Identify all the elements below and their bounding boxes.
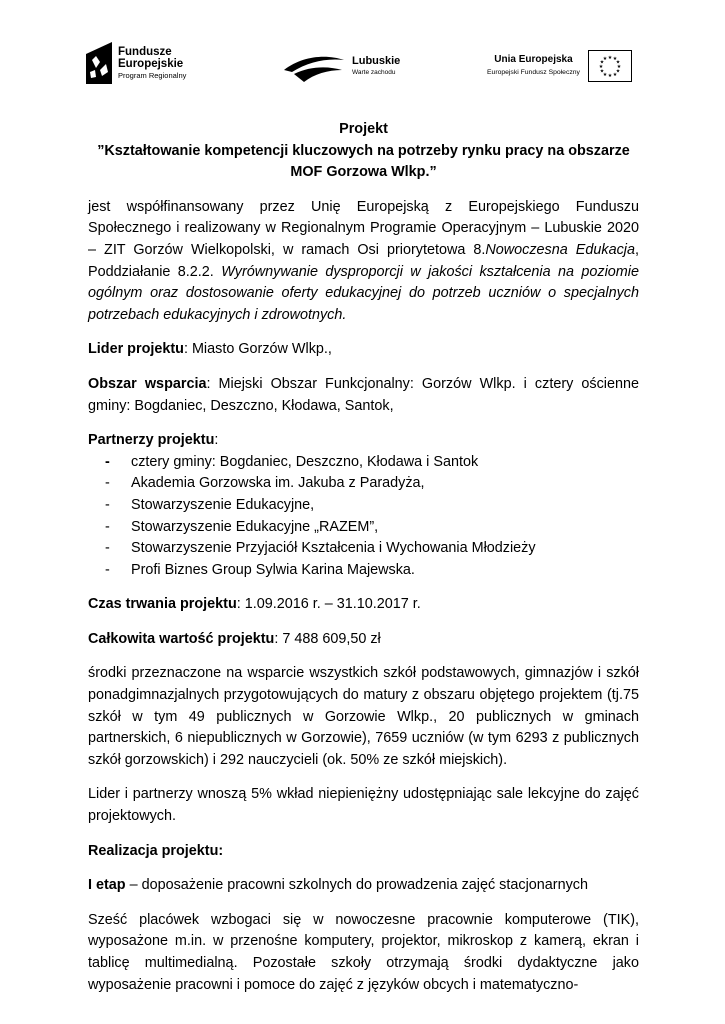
intro-paragraph: jest współfinansowany przez Unię Europejską z Europejskiego Funduszu Społecznego i realizowany w Regionalnym Programie Operacyjnym – Lubuskie 2020 – ZIT Gorzów Wielkopolski, w ramach Osi priorytetowa 8.Nowoczesna Edukacja, Poddziałanie 8.2.2. Wyrównywanie dysproporcji w jakości kształcenia na poziomie ogólnym oraz dostosowanie oferty edukacyjnej do potrzeb uczniów o specjalnych potrzebach edukacyjnych i zdrowotnych. [88,198,639,323]
svg-text:★: ★ [615,68,621,75]
partners-list [88,452,639,582]
area-line: Obszar wsparcia: Miejski Obszar Funkcjonalny: Gorzów Wlkp. i cztery ościenne gminy: Bogdaniec, Deszczno, Kłodawa, Santok, [88,375,639,414]
stage1-line: I etap – doposażenie pracowni szkolnych do prowadzenia zajęć stacjonarnych [88,877,588,894]
duration-line: Czas trwania projektu: 1.09.2016 r. – 31.10.2017 r. [88,596,421,613]
lubuskie-logo-line2: Warte zachodu [352,69,396,76]
lubuskie-logo-line1: Lubuskie [352,55,401,67]
lubuskie-swoosh-icon [282,50,346,84]
unia-europejska-logo [487,50,632,82]
leader-line: Lider projektu: Miasto Gorzów Wlkp., [88,341,332,358]
funds-paragraph: środki przeznaczone na wsparcie wszystkich szkół podstawowych, gimnazjów i szkół ponadgimnazjalnych przygotowujących do matury z obszaru objętego projektem (tj.75 szkół w tym 49 publicznych w Gorzowie Wlkp., 20 publicznych w gminach partnerskich, 6 niepublicznych w Gorzowie), 7659 uczniów (w tym 6293 z publicznych szkół gorzowskich) i 292 nauczycieli (ok. 50% ze szkół miejskich). [88,665,639,768]
value-line: Całkowita wartość projektu: 7 488 609,50 zł [88,630,381,647]
heading-projekt: Projekt [339,121,388,137]
list-item: - Stowarzyszenie Przyjaciół Kształcenia i Wychowania Młodzieży [105,540,536,557]
list-item: - Stowarzyszenie Edukacyjne „RAZEM”, [105,518,379,535]
ue-logo-line2: Europejski Fundusz Społeczny [487,69,580,76]
svg-text:★: ★ [616,64,622,70]
logo-header [0,40,725,90]
svg-text:★: ★ [607,73,613,79]
ue-logo-line1: Unia Europejska [494,54,573,65]
fundusze-europejskie-logo [86,42,186,84]
lubuskie-logo [282,50,400,84]
svg-text:★: ★ [599,59,605,66]
contribution-paragraph: Lider i partnerzy wnoszą 5% wkład niepieniężny udostępniając sale lekcyjne do zajęć projektowych. [88,786,639,825]
eu-flag-icon [588,50,632,82]
svg-text:★: ★ [615,59,621,66]
document-body [88,119,639,996]
fe-logo-line1: Fundusze [118,45,172,58]
realization-heading: Realizacja projektu: [88,842,224,859]
svg-text:★: ★ [607,55,613,61]
project-title-line1: ”Kształtowanie kompetencji kluczowych na potrzeby rynku pracy na obszarze [97,142,630,159]
list-item: - cztery gminy: Bogdaniec, Deszczno, Kłodawa i Santok [105,453,479,470]
fe-star-icon [86,42,112,84]
fe-logo-line2: Europejskie [118,57,184,70]
list-item: - Stowarzyszenie Edukacyjne, [105,496,315,513]
stage1-paragraph: Sześć placówek wzbogaci się w nowoczesne pracownie komputerowe (TIK), wyposażone m.in. w przenośne komputery, projektor, mikroskop z kamerą, ekran i tablicę multimedialną. Pozostałe szkoły otrzymają środki dydaktyczne jako wyposażenie pracowni i pomoce do zajęć z języków obcych i matematyczno- [88,911,639,993]
project-title-line2: MOF Gorzowa Wlkp.” [290,164,437,181]
list-item: - Profi Biznes Group Sylwia Karina Majewska. [105,561,415,578]
svg-text:★: ★ [598,64,604,70]
svg-text:★: ★ [612,72,618,78]
svg-text:★: ★ [599,68,605,75]
partners-heading: Partnerzy projektu: [88,432,219,449]
svg-text:★: ★ [612,56,618,62]
list-item: - Akademia Gorzowska im. Jakuba z Paradyża, [105,475,425,492]
fe-logo-line3: Program Regionalny [118,70,187,80]
svg-text:★: ★ [602,56,608,62]
svg-text:★: ★ [602,72,608,78]
